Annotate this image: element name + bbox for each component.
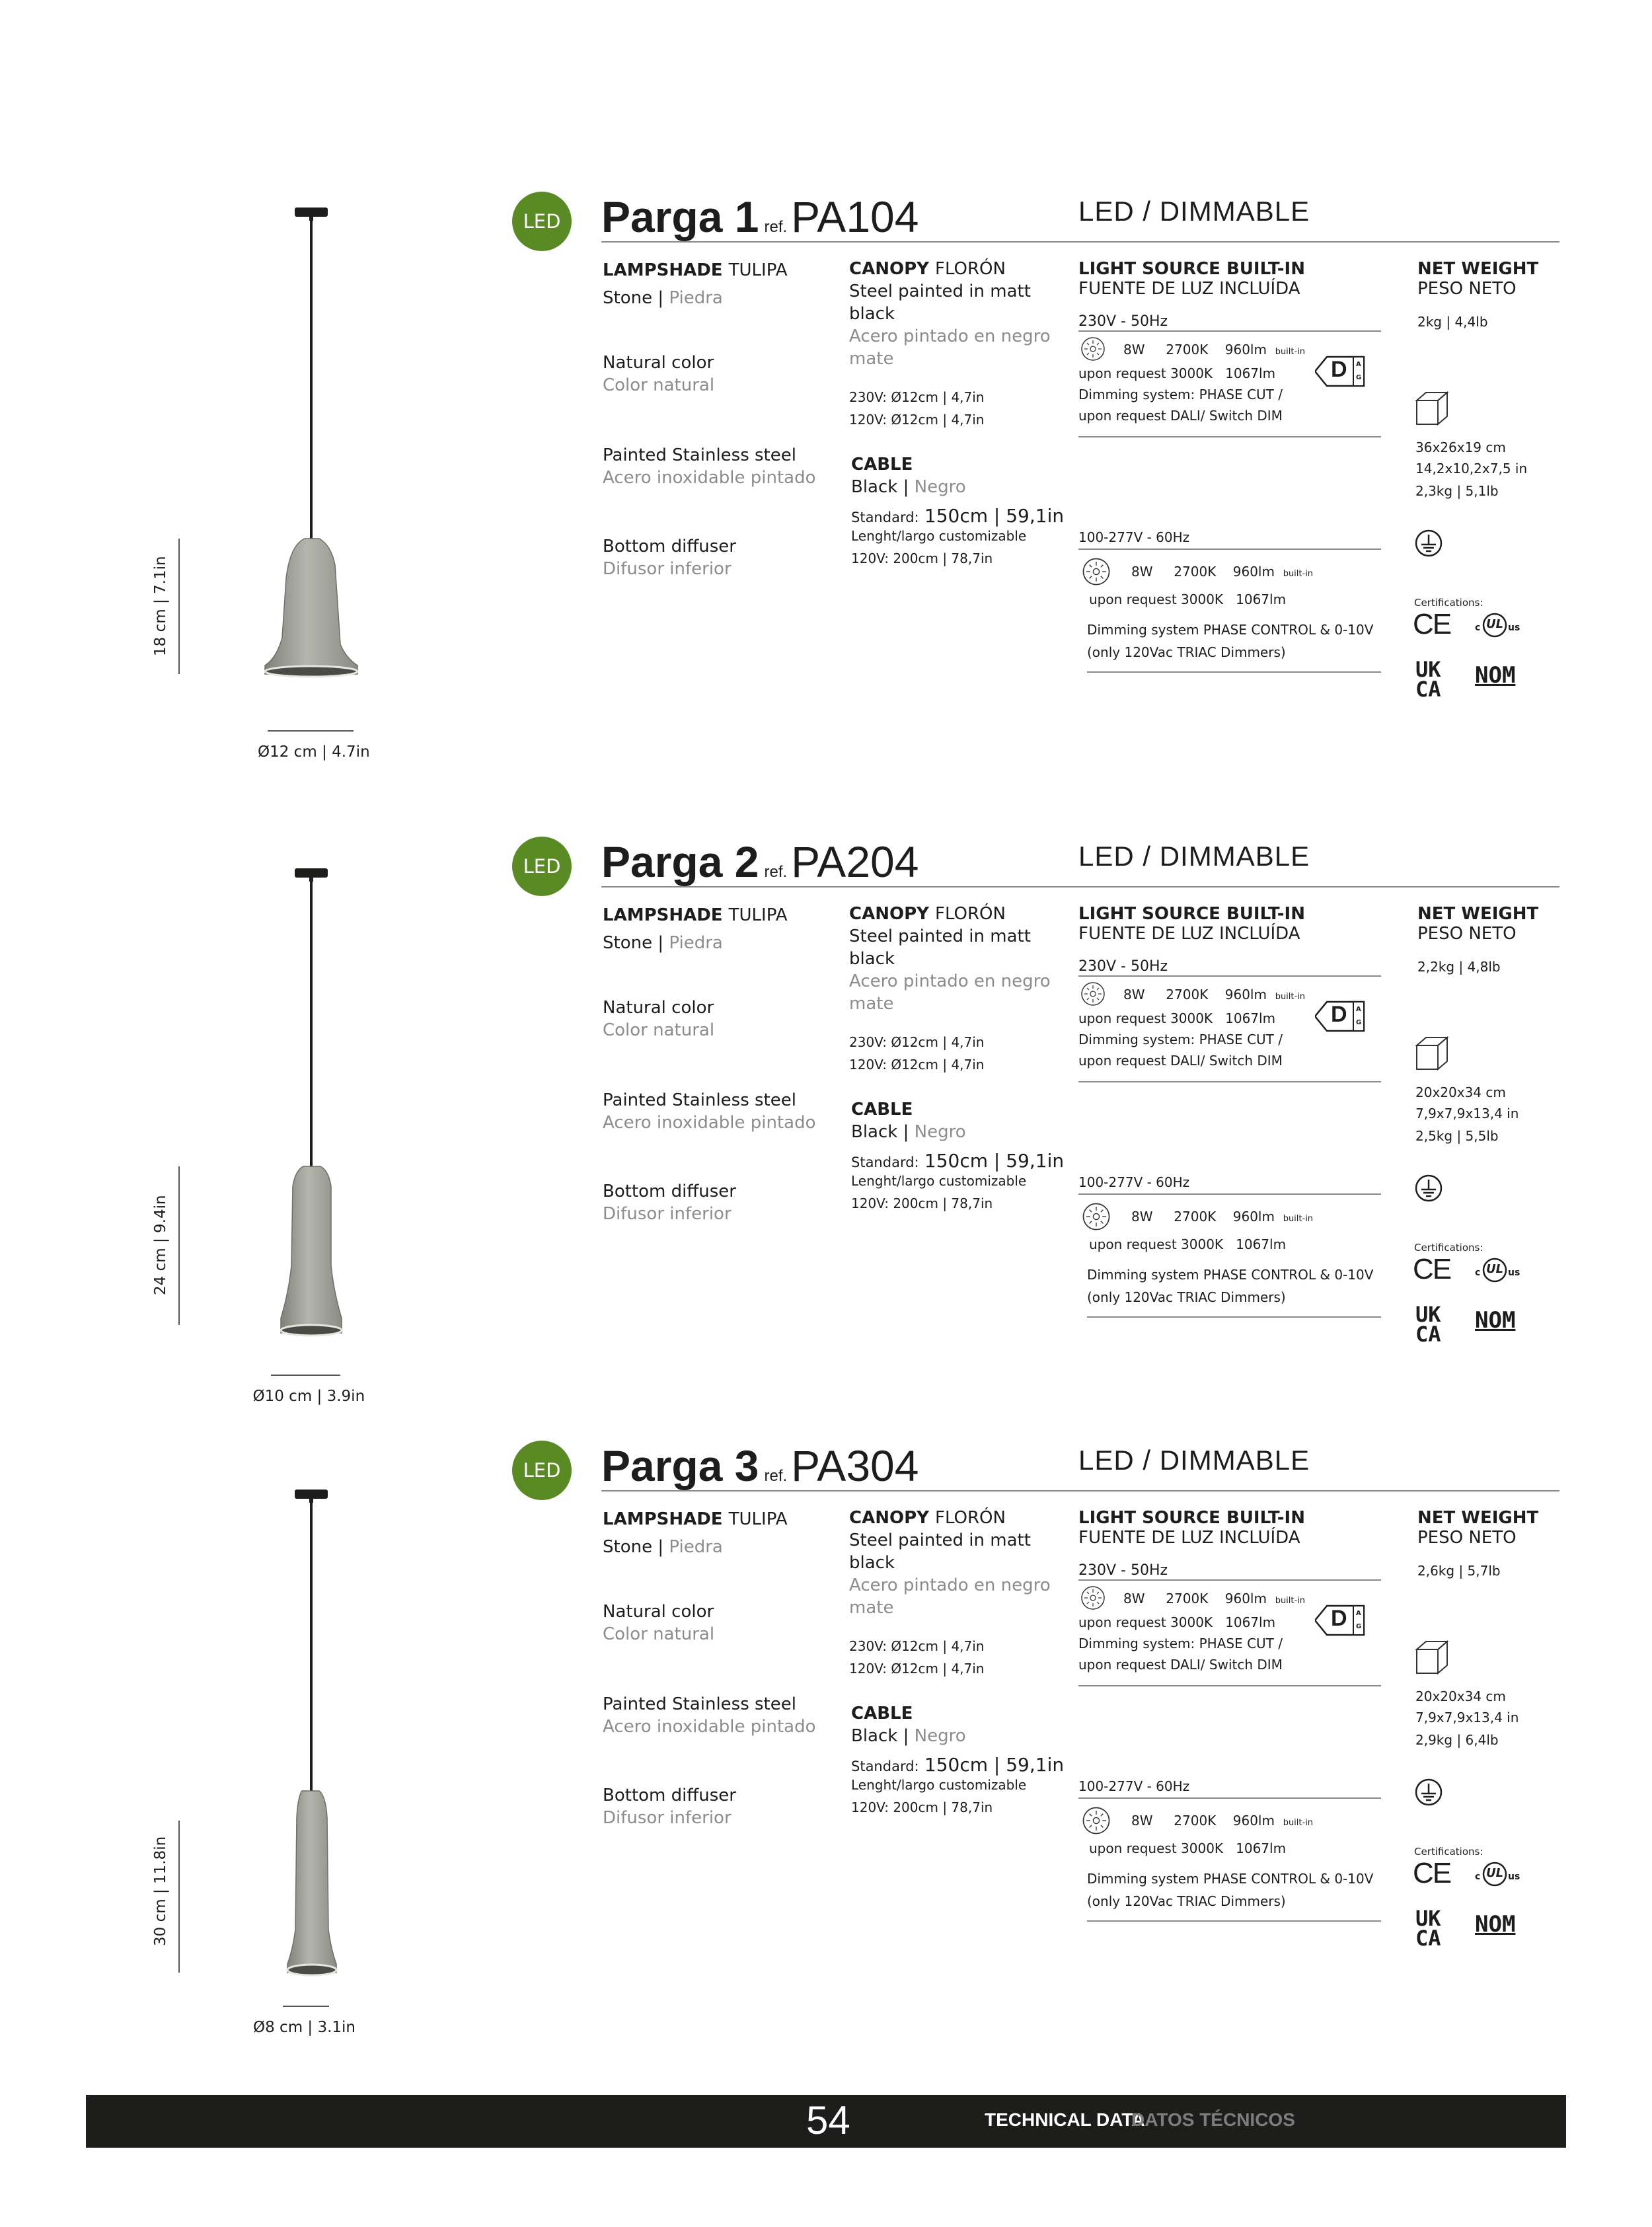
width-dimension: Ø8 cm | 3.1in (253, 2019, 356, 2036)
b-request: upon request 3000K 1067lm (1089, 1236, 1287, 1252)
header-rule (601, 241, 1559, 243)
width-dimension: Ø12 cm | 4.7in (258, 743, 370, 761)
height-dimension: 30 cm | 11.8in (152, 1836, 169, 1946)
canopy-desc-1: Steel painted in matt (849, 926, 1031, 946)
natural-color: Natural color (603, 353, 714, 373)
canopy-heading: CANOPY FLORÓN (849, 259, 1006, 279)
ce-mark-icon: CE (1413, 1253, 1451, 1285)
rule-230 (1078, 975, 1381, 977)
canopy-desc-es-2: mate (849, 1598, 894, 1618)
stone-shade (281, 1166, 342, 1336)
voltage-100: 100-277V - 60Hz (1078, 1174, 1190, 1190)
net-weight-heading-es: PESO NETO (1417, 279, 1517, 299)
canopy-desc-2: black (849, 949, 895, 969)
net-weight: 2kg | 4,4lb (1417, 314, 1488, 330)
cable-color: Black | Negro (851, 477, 966, 497)
diffuser (265, 666, 357, 677)
energy-label (1315, 354, 1370, 391)
cable-custom: Lenght/largo customizable (851, 1173, 1027, 1189)
canopy-desc-es-1: Acero pintado en negro (849, 971, 1051, 991)
ukca-mark-icon: UK CA (1415, 1906, 1441, 1951)
painted-steel: Painted Stainless steel (603, 445, 796, 465)
product-section: 24 cm | 9.4in Ø10 cm | 3.9in LED Parga 2 ref.PA204 LED / DIMMABLE LAMPSHADE TULIPA Stone | Piedra Natural color Color natural Painted Stainless steel Acero inoxidable pintado Bottom diffuser Difusor inferior CANOPY FLORÓN Steel painted in matt black Acero pintado en negro mate 230V: Ø12cm | 4,7in 120V: Ø12cm | 4,7in CABLE Black | Negro Standard: 150cm | 59,1in Lenght/largo customizable 120V: 200cm | 78,7in LIGHT SOURCE BUILT-IN FUENTE DE LUZ INCLUÍDA 230V - 50Hz 8W 2700K 960lm built-in upon request 3000K 1067lm D A G Dimming system: PHASE CUT / upon request DALI/ Switch DIM 100-277V - 60Hz 8W 2700K 960lm built-in upon request 3000K 1067lm Dimming system PHASE CONTROL & 0-10V (only 120Vac TRIAC Dimmers) NET WEIGHT PESO NETO 2,2kg | 4,8lb 20x20x34 cm 7,9x7,9x13,4 in 2,5kg | 5,5lb Certifications: CE c UL us UK CA NOM (0, 837, 1652, 1431)
stone-shade (287, 1791, 336, 1975)
rule-b-end (1087, 671, 1381, 673)
bottom-diffuser-es: Difusor inferior (603, 1808, 732, 1828)
canopy-stem (309, 878, 313, 882)
nom-mark-icon: NOM (1475, 1307, 1516, 1334)
a-dimming-1: Dimming system: PHASE CUT / (1078, 1032, 1283, 1047)
b-dimming-2: (only 120Vac TRIAC Dimmers) (1087, 644, 1286, 660)
b-request: upon request 3000K 1067lm (1089, 591, 1287, 607)
lampshade-heading: LAMPSHADE TULIPA (603, 260, 788, 280)
header-rule (601, 886, 1559, 887)
led-bulb-icon (1080, 336, 1106, 362)
energy-class: D (1331, 1606, 1347, 1631)
nom-mark-icon: NOM (1475, 1911, 1516, 1938)
certifications-label: Certifications: (1414, 597, 1483, 609)
diffuser (281, 1325, 342, 1336)
bottom-diffuser-es: Difusor inferior (603, 559, 732, 579)
earth-ground-icon (1414, 1174, 1443, 1203)
canopy-desc-es-2: mate (849, 994, 894, 1014)
shade-body (287, 1791, 336, 1973)
a-dimming-2: upon request DALI/ Switch DIM (1078, 408, 1283, 424)
energy-scale: A G (1356, 1610, 1362, 1630)
natural-color-es: Color natural (603, 1020, 715, 1040)
product-title (601, 1441, 919, 1491)
box-weight: 2,9kg | 6,4lb (1415, 1732, 1499, 1748)
net-weight-heading-es: PESO NETO (1417, 924, 1517, 944)
footer-title: TECHNICAL DATA (985, 2109, 1145, 2130)
product-title (601, 192, 919, 242)
box-cm: 36x26x19 cm (1415, 439, 1506, 455)
canopy-desc-es-1: Acero pintado en negro (849, 1575, 1051, 1595)
b-dimming-2: (only 120Vac TRIAC Dimmers) (1087, 1289, 1286, 1305)
earth-ground-icon (1414, 529, 1443, 558)
product-type: LED / DIMMABLE (1078, 841, 1310, 872)
light-source-heading-es: FUENTE DE LUZ INCLUÍDA (1078, 279, 1300, 299)
ref-label: ref. (764, 1467, 788, 1485)
rule-b-end (1087, 1920, 1381, 1922)
shade-body (265, 539, 357, 674)
box-icon (1414, 1035, 1451, 1072)
net-weight: 2,2kg | 4,8lb (1417, 959, 1501, 975)
product-section: 30 cm | 11.8in Ø8 cm | 3.1in LED Parga 3 ref.PA304 LED / DIMMABLE LAMPSHADE TULIPA Stone | Piedra Natural color Color natural Painted Stainless steel Acero inoxidable pintado Bottom diffuser Difusor inferior CANOPY FLORÓN Steel painted in matt black Acero pintado en negro mate 230V: Ø12cm | 4,7in 120V: Ø12cm | 4,7in CABLE Black | Negro Standard: 150cm | 59,1in Lenght/largo customizable 120V: 200cm | 78,7in LIGHT SOURCE BUILT-IN FUENTE DE LUZ INCLUÍDA 230V - 50Hz 8W 2700K 960lm built-in upon request 3000K 1067lm D A G Dimming system: PHASE CUT / upon request DALI/ Switch DIM 100-277V - 60Hz 8W 2700K 960lm built-in upon request 3000K 1067lm Dimming system PHASE CONTROL & 0-10V (only 120Vac TRIAC Dimmers) NET WEIGHT PESO NETO 2,6kg | 5,7lb 20x20x34 cm 7,9x7,9x13,4 in 2,9kg | 6,4lb Certifications: CE c UL us UK CA NOM (0, 1441, 1652, 2035)
painted-steel-es: Acero inoxidable pintado (603, 1717, 816, 1737)
rule-100 (1078, 1193, 1381, 1195)
a-request: upon request 3000K 1067lm (1078, 1010, 1276, 1026)
lamp-illustration (251, 192, 383, 681)
voltage-100: 100-277V - 60Hz (1078, 529, 1190, 545)
light-source-heading: LIGHT SOURCE BUILT-IN (1078, 904, 1305, 924)
cable-standard: Standard: 150cm | 59,1in (851, 1150, 1065, 1172)
certifications-label: Certifications: (1414, 1242, 1483, 1254)
cable-custom: Lenght/largo customizable (851, 1777, 1027, 1793)
canopy-desc-1: Steel painted in matt (849, 1530, 1031, 1550)
a-dimming-2: upon request DALI/ Switch DIM (1078, 1657, 1283, 1673)
canopy-230v: 230V: Ø12cm | 4,7in (849, 1034, 985, 1050)
net-weight-heading: NET WEIGHT (1417, 904, 1539, 924)
product-name: Parga 3 (601, 1441, 759, 1490)
canopy-230v: 230V: Ø12cm | 4,7in (849, 1638, 985, 1654)
bottom-diffuser: Bottom diffuser (603, 537, 736, 556)
light-source-heading-es: FUENTE DE LUZ INCLUÍDA (1078, 924, 1300, 944)
bottom-diffuser: Bottom diffuser (603, 1182, 736, 1201)
a-specs: 8W 2700K 960lm built-in (1123, 987, 1306, 1002)
product-section: 18 cm | 7.1in Ø12 cm | 4.7in LED Parga 1 ref.PA104 LED / DIMMABLE LAMPSHADE TULIPA Stone | Piedra Natural color Color natural Painted Stainless steel Acero inoxidable pintado Bottom diffuser Difusor inferior CANOPY FLORÓN Steel painted in matt black Acero pintado en negro mate 230V: Ø12cm | 4,7in 120V: Ø12cm | 4,7in CABLE Black | Negro Standard: 150cm | 59,1in Lenght/largo customizable 120V: 200cm | 78,7in LIGHT SOURCE BUILT-IN FUENTE DE LUZ INCLUÍDA 230V - 50Hz 8W 2700K 960lm built-in upon request 3000K 1067lm D A G Dimming system: PHASE CUT / upon request DALI/ Switch DIM 100-277V - 60Hz 8W 2700K 960lm built-in upon request 3000K 1067lm Dimming system PHASE CONTROL & 0-10V (only 120Vac TRIAC Dimmers) NET WEIGHT PESO NETO 2kg | 4,4lb 36x26x19 cm 14,2x10,2x7,5 in 2,3kg | 5,1lb Certifications: CE c UL us UK CA NOM (0, 192, 1652, 786)
width-dim-line (283, 2006, 329, 2007)
cable-120v: 120V: 200cm | 78,7in (851, 1799, 993, 1815)
width-dimension: Ø10 cm | 3.9in (252, 1388, 365, 1405)
net-weight-heading: NET WEIGHT (1417, 1508, 1539, 1528)
rule-230 (1078, 330, 1381, 332)
net-weight: 2,6kg | 5,7lb (1417, 1563, 1501, 1579)
width-dim-line (271, 1375, 340, 1376)
rule-100 (1078, 1797, 1381, 1799)
led-bulb-icon (1081, 1201, 1111, 1232)
box-weight: 2,3kg | 5,1lb (1415, 483, 1499, 499)
lampshade-heading: LAMPSHADE TULIPA (603, 1509, 788, 1529)
light-source-heading-es: FUENTE DE LUZ INCLUÍDA (1078, 1528, 1300, 1548)
cable-120v: 120V: 200cm | 78,7in (851, 1195, 993, 1211)
rule-230 (1078, 1579, 1381, 1581)
rule-100 (1078, 548, 1381, 550)
net-weight-heading: NET WEIGHT (1417, 259, 1539, 279)
natural-color-es: Color natural (603, 375, 715, 395)
canopy-stem (309, 217, 313, 221)
box-in: 14,2x10,2x7,5 in (1415, 461, 1528, 476)
voltage-230: 230V - 50Hz (1078, 1562, 1168, 1579)
height-dimension: 18 cm | 7.1in (152, 555, 169, 656)
natural-color-es: Color natural (603, 1624, 715, 1644)
box-in: 7,9x7,9x13,4 in (1415, 1106, 1519, 1121)
canopy (295, 1490, 328, 1499)
canopy-120v: 120V: Ø12cm | 4,7in (849, 412, 985, 428)
led-badge: LED (512, 1441, 572, 1500)
canopy-230v: 230V: Ø12cm | 4,7in (849, 389, 985, 405)
canopy (295, 868, 328, 878)
net-weight-heading-es: PESO NETO (1417, 1528, 1517, 1548)
rule-a-end (1078, 1081, 1381, 1082)
lamp-illustration (251, 1441, 383, 1979)
a-dimming-1: Dimming system: PHASE CUT / (1078, 387, 1283, 402)
ce-mark-icon: CE (1413, 608, 1451, 640)
a-dimming-1: Dimming system: PHASE CUT / (1078, 1636, 1283, 1651)
bottom-diffuser-es: Difusor inferior (603, 1204, 732, 1224)
canopy-120v: 120V: Ø12cm | 4,7in (849, 1661, 985, 1677)
b-specs: 8W 2700K 960lm built-in (1131, 1813, 1314, 1829)
a-specs: 8W 2700K 960lm built-in (1123, 1591, 1306, 1606)
b-dimming-1: Dimming system PHASE CONTROL & 0-10V (1087, 1871, 1374, 1887)
led-badge: LED (512, 192, 572, 251)
shade-body (281, 1166, 342, 1333)
box-weight: 2,5kg | 5,5lb (1415, 1128, 1499, 1144)
energy-class: D (1331, 1002, 1347, 1027)
canopy-desc-2: black (849, 1553, 895, 1573)
material-stone: Stone | Piedra (603, 933, 723, 953)
b-request: upon request 3000K 1067lm (1089, 1840, 1287, 1856)
canopy (295, 208, 328, 217)
canopy-stem (309, 1499, 313, 1503)
nom-mark-icon: NOM (1475, 662, 1516, 689)
cable-color: Black | Negro (851, 1122, 966, 1142)
cable-heading: CABLE (851, 455, 913, 474)
b-dimming-1: Dimming system PHASE CONTROL & 0-10V (1087, 622, 1374, 638)
led-badge: LED (512, 837, 572, 896)
product-ref: PA204 (791, 837, 919, 886)
cable-heading: CABLE (851, 1704, 913, 1723)
header-rule (601, 1490, 1559, 1491)
canopy-desc-es-2: mate (849, 349, 894, 369)
b-dimming-2: (only 120Vac TRIAC Dimmers) (1087, 1893, 1286, 1909)
earth-ground-icon (1414, 1778, 1443, 1807)
led-bulb-icon (1081, 1805, 1111, 1836)
painted-steel-es: Acero inoxidable pintado (603, 468, 816, 488)
ukca-mark-icon: UK CA (1415, 657, 1441, 702)
rule-b-end (1087, 1316, 1381, 1318)
light-source-heading: LIGHT SOURCE BUILT-IN (1078, 1508, 1305, 1528)
product-type: LED / DIMMABLE (1078, 1445, 1310, 1476)
box-icon (1414, 1639, 1451, 1676)
height-dim-line (178, 1166, 180, 1325)
box-cm: 20x20x34 cm (1415, 1688, 1506, 1704)
a-dimming-2: upon request DALI/ Switch DIM (1078, 1053, 1283, 1069)
painted-steel: Painted Stainless steel (603, 1090, 796, 1110)
product-ref: PA104 (791, 192, 919, 241)
canopy-desc-2: black (849, 304, 895, 324)
height-dim-line (178, 539, 180, 674)
certifications-label: Certifications: (1414, 1846, 1483, 1858)
voltage-230: 230V - 50Hz (1078, 313, 1168, 330)
cable-120v: 120V: 200cm | 78,7in (851, 550, 993, 566)
box-in: 7,9x7,9x13,4 in (1415, 1710, 1519, 1725)
product-name: Parga 2 (601, 837, 759, 886)
box-cm: 20x20x34 cm (1415, 1084, 1506, 1100)
a-request: upon request 3000K 1067lm (1078, 365, 1276, 381)
energy-scale: A G (1356, 1006, 1362, 1026)
b-specs: 8W 2700K 960lm built-in (1131, 1209, 1314, 1225)
height-dimension: 24 cm | 9.4in (152, 1195, 169, 1295)
product-name: Parga 1 (601, 192, 759, 241)
energy-label (1315, 1603, 1370, 1640)
ce-mark-icon: CE (1413, 1857, 1451, 1889)
painted-steel-es: Acero inoxidable pintado (603, 1113, 816, 1133)
b-dimming-1: Dimming system PHASE CONTROL & 0-10V (1087, 1267, 1374, 1283)
canopy-heading: CANOPY FLORÓN (849, 904, 1006, 924)
energy-label (1315, 999, 1370, 1036)
bottom-diffuser: Bottom diffuser (603, 1786, 736, 1805)
box-icon (1414, 390, 1451, 427)
led-bulb-icon (1081, 556, 1111, 587)
led-bulb-icon (1080, 1585, 1106, 1611)
light-source-heading: LIGHT SOURCE BUILT-IN (1078, 259, 1305, 279)
cable-standard: Standard: 150cm | 59,1in (851, 505, 1065, 527)
product-type: LED / DIMMABLE (1078, 196, 1310, 227)
cable-custom: Lenght/largo customizable (851, 528, 1027, 544)
rule-a-end (1078, 436, 1381, 437)
painted-steel: Painted Stainless steel (603, 1694, 796, 1714)
b-specs: 8W 2700K 960lm built-in (1131, 564, 1314, 580)
energy-scale: A G (1356, 361, 1362, 381)
energy-class: D (1331, 357, 1347, 382)
lampshade-heading: LAMPSHADE TULIPA (603, 905, 788, 925)
voltage-100: 100-277V - 60Hz (1078, 1778, 1190, 1794)
a-specs: 8W 2700K 960lm built-in (1123, 342, 1306, 358)
lamp-illustration (251, 837, 383, 1340)
voltage-230: 230V - 50Hz (1078, 958, 1168, 975)
product-title (601, 837, 919, 887)
footer-bar (86, 2095, 1566, 2148)
led-bulb-icon (1080, 981, 1106, 1007)
material-stone: Stone | Piedra (603, 288, 723, 308)
canopy-desc-es-1: Acero pintado en negro (849, 326, 1051, 346)
footer-title-es: DATOS TÉCNICOS (1131, 2109, 1295, 2130)
diffuser (287, 1965, 336, 1975)
ref-label: ref. (764, 218, 788, 236)
cable-heading: CABLE (851, 1100, 913, 1119)
width-dim-line (268, 730, 354, 732)
cable-standard: Standard: 150cm | 59,1in (851, 1754, 1065, 1776)
natural-color: Natural color (603, 998, 714, 1018)
material-stone: Stone | Piedra (603, 1537, 723, 1557)
ukca-mark-icon: UK CA (1415, 1302, 1441, 1347)
product-ref: PA304 (791, 1441, 919, 1490)
rule-a-end (1078, 1685, 1381, 1686)
ref-label: ref. (764, 863, 788, 881)
page-number: 54 (806, 2098, 850, 2142)
stone-shade (265, 539, 357, 677)
canopy-120v: 120V: Ø12cm | 4,7in (849, 1057, 985, 1073)
canopy-heading: CANOPY FLORÓN (849, 1508, 1006, 1528)
canopy-desc-1: Steel painted in matt (849, 282, 1031, 301)
height-dim-line (178, 1821, 180, 1973)
a-request: upon request 3000K 1067lm (1078, 1614, 1276, 1630)
cable-color: Black | Negro (851, 1726, 966, 1746)
natural-color: Natural color (603, 1602, 714, 1622)
